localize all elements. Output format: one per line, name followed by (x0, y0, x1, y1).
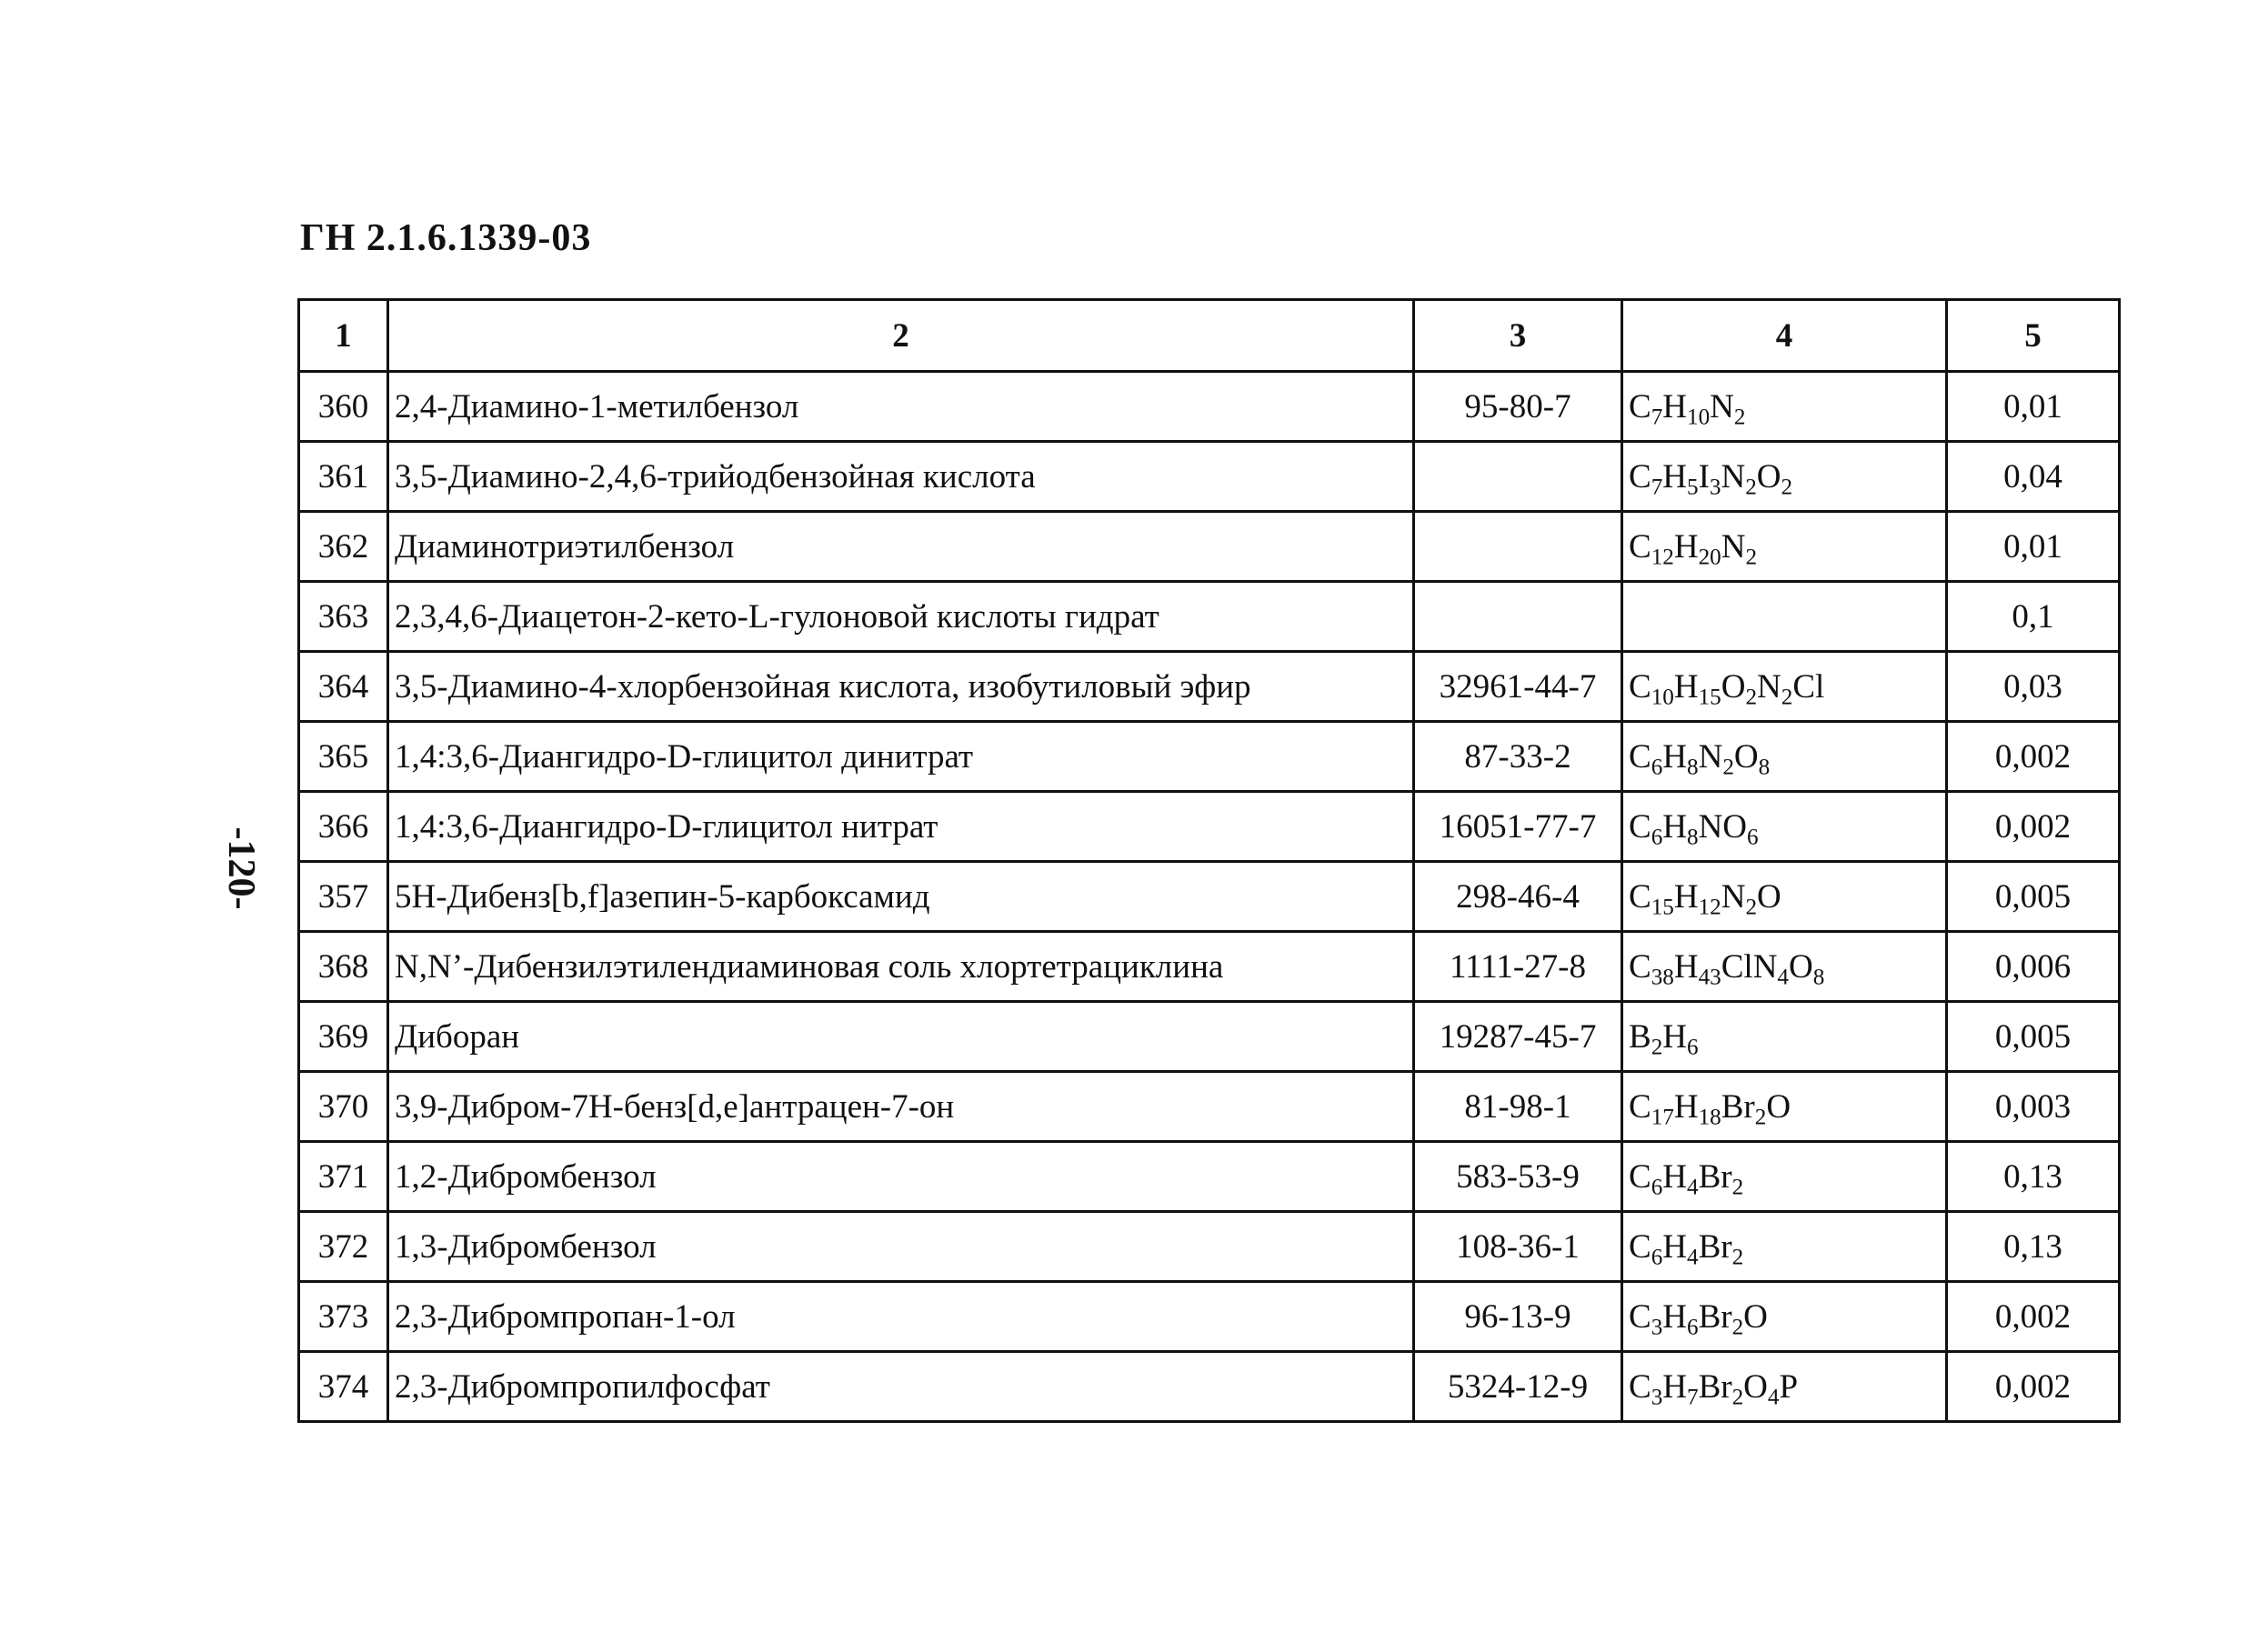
row-number-cell: 368 (299, 932, 388, 1002)
value-cell: 0,002 (1947, 1352, 2120, 1422)
row-number-cell: 371 (299, 1142, 388, 1212)
table-row (299, 932, 2120, 1002)
cas-number-cell: 5324-12-9 (1414, 1352, 1622, 1422)
substance-name-cell: 1,4:3,6-Диангидро-D-глицитол динитрат (388, 722, 1414, 792)
value-cell: 0,002 (1947, 1282, 2120, 1352)
column-header-4: 4 (1622, 300, 1947, 372)
table-row (299, 1282, 2120, 1352)
substance-name-cell: 2,3-Дибромпропилфосфат (388, 1352, 1414, 1422)
table-row (299, 1212, 2120, 1282)
column-header-1: 1 (299, 300, 388, 372)
table-row (299, 722, 2120, 792)
document-header: ГН 2.1.6.1339-03 (300, 217, 592, 259)
substance-name-cell: 3,9-Дибром-7Н-бенз[d,e]антрацен-7-он (388, 1072, 1414, 1142)
table-row (299, 582, 2120, 652)
formula-cell: $C_{10}H_{15}O_2N_2Cl$ (1622, 652, 1947, 722)
cas-number-cell: 19287-45-7 (1414, 1002, 1622, 1072)
substance-name-cell: Диборан (388, 1002, 1414, 1072)
table-row (299, 442, 2120, 512)
substance-name-cell: 2,3,4,6-Диацетон-2-кето-L-гулоновой кислоты гидрат (388, 582, 1414, 652)
cas-number-cell: 32961-44-7 (1414, 652, 1622, 722)
table-row (299, 862, 2120, 932)
row-number-cell: 357 (299, 862, 388, 932)
value-cell: 0,13 (1947, 1142, 2120, 1212)
substance-name-cell: 1,4:3,6-Диангидро-D-глицитол нитрат (388, 792, 1414, 862)
cas-number-cell: 16051-77-7 (1414, 792, 1622, 862)
table-row (299, 1072, 2120, 1142)
row-number-cell: 363 (299, 582, 388, 652)
substance-name-cell: 3,5-Диамино-4-хлорбензойная кислота, изобутиловый эфир (388, 652, 1414, 722)
substance-name-cell: 2,4-Диамино-1-метилбензол (388, 372, 1414, 442)
cas-number-cell: 108-36-1 (1414, 1212, 1622, 1282)
formula-cell: $C_{17}H_{18}Br_2O$ (1622, 1072, 1947, 1142)
formula-cell: $C_7H_5I_3N_2O_2$ (1622, 442, 1947, 512)
table-row (299, 372, 2120, 442)
formula-cell: $C_3H_6Br_2O$ (1622, 1282, 1947, 1352)
substance-name-cell: 5Н-Дибенз[b,f]азепин-5-карбоксамид (388, 862, 1414, 932)
table-row (299, 652, 2120, 722)
formula-cell: $C_3H_7Br_2O_4P$ (1622, 1352, 1947, 1422)
cas-number-cell (1414, 442, 1622, 512)
row-number-cell: 361 (299, 442, 388, 512)
cas-number-cell: 583-53-9 (1414, 1142, 1622, 1212)
row-number-cell: 366 (299, 792, 388, 862)
row-number-cell: 372 (299, 1212, 388, 1282)
value-cell: 0,04 (1947, 442, 2120, 512)
value-cell: 0,01 (1947, 372, 2120, 442)
cas-number-cell: 96-13-9 (1414, 1282, 1622, 1352)
cas-number-cell (1414, 512, 1622, 582)
row-number-cell: 370 (299, 1072, 388, 1142)
row-number-cell: 374 (299, 1352, 388, 1422)
formula-cell: $C_{15}H_{12}N_2O$ (1622, 862, 1947, 932)
column-header-3: 3 (1414, 300, 1622, 372)
value-cell: 0,005 (1947, 1002, 2120, 1072)
table-row (299, 1352, 2120, 1422)
cas-number-cell: 87-33-2 (1414, 722, 1622, 792)
page-number: -120- (220, 826, 262, 910)
formula-cell (1622, 582, 1947, 652)
formula-cell: $C_6H_8N_2O_8$ (1622, 722, 1947, 792)
value-cell: 0,13 (1947, 1212, 2120, 1282)
table-body (299, 372, 2120, 1422)
column-header-5: 5 (1947, 300, 2120, 372)
value-cell: 0,03 (1947, 652, 2120, 722)
substance-name-cell: 2,3-Дибромпропан-1-ол (388, 1282, 1414, 1352)
cas-number-cell (1414, 582, 1622, 652)
table-row (299, 1002, 2120, 1072)
substance-name-cell: 1,2-Дибромбензол (388, 1142, 1414, 1212)
value-cell: 0,002 (1947, 722, 2120, 792)
cas-number-cell: 81-98-1 (1414, 1072, 1622, 1142)
substance-name-cell: 3,5-Диамино-2,4,6-трийодбензойная кислота (388, 442, 1414, 512)
substance-name-cell: Диаминотриэтилбензол (388, 512, 1414, 582)
formula-cell: $C_6H_4Br_2$ (1622, 1212, 1947, 1282)
substances-table (297, 298, 2121, 1423)
row-number-cell: 364 (299, 652, 388, 722)
substance-name-cell: 1,3-Дибромбензол (388, 1212, 1414, 1282)
row-number-cell: 365 (299, 722, 388, 792)
formula-cell: $C_7H_{10}N_2$ (1622, 372, 1947, 442)
row-number-cell: 369 (299, 1002, 388, 1072)
table-header-row (299, 300, 2120, 372)
row-number-cell: 360 (299, 372, 388, 442)
table-row (299, 512, 2120, 582)
value-cell: 0,002 (1947, 792, 2120, 862)
value-cell: 0,003 (1947, 1072, 2120, 1142)
substance-name-cell: N,N’-Дибензилэтилендиаминовая соль хлортетрациклина (388, 932, 1414, 1002)
cas-number-cell: 95-80-7 (1414, 372, 1622, 442)
value-cell: 0,006 (1947, 932, 2120, 1002)
formula-cell: $B_2H_6$ (1622, 1002, 1947, 1072)
column-header-2: 2 (388, 300, 1414, 372)
value-cell: 0,005 (1947, 862, 2120, 932)
row-number-cell: 362 (299, 512, 388, 582)
formula-cell: $C_6H_8NO_6$ (1622, 792, 1947, 862)
table-row (299, 1142, 2120, 1212)
formula-cell: $C_{12}H_{20}N_2$ (1622, 512, 1947, 582)
value-cell: 0,01 (1947, 512, 2120, 582)
formula-cell: $C_{38}H_{43}ClN_4O_8$ (1622, 932, 1947, 1002)
value-cell: 0,1 (1947, 582, 2120, 652)
cas-number-cell: 298-46-4 (1414, 862, 1622, 932)
cas-number-cell: 1111-27-8 (1414, 932, 1622, 1002)
formula-cell: $C_6H_4Br_2$ (1622, 1142, 1947, 1212)
table-row (299, 792, 2120, 862)
row-number-cell: 373 (299, 1282, 388, 1352)
